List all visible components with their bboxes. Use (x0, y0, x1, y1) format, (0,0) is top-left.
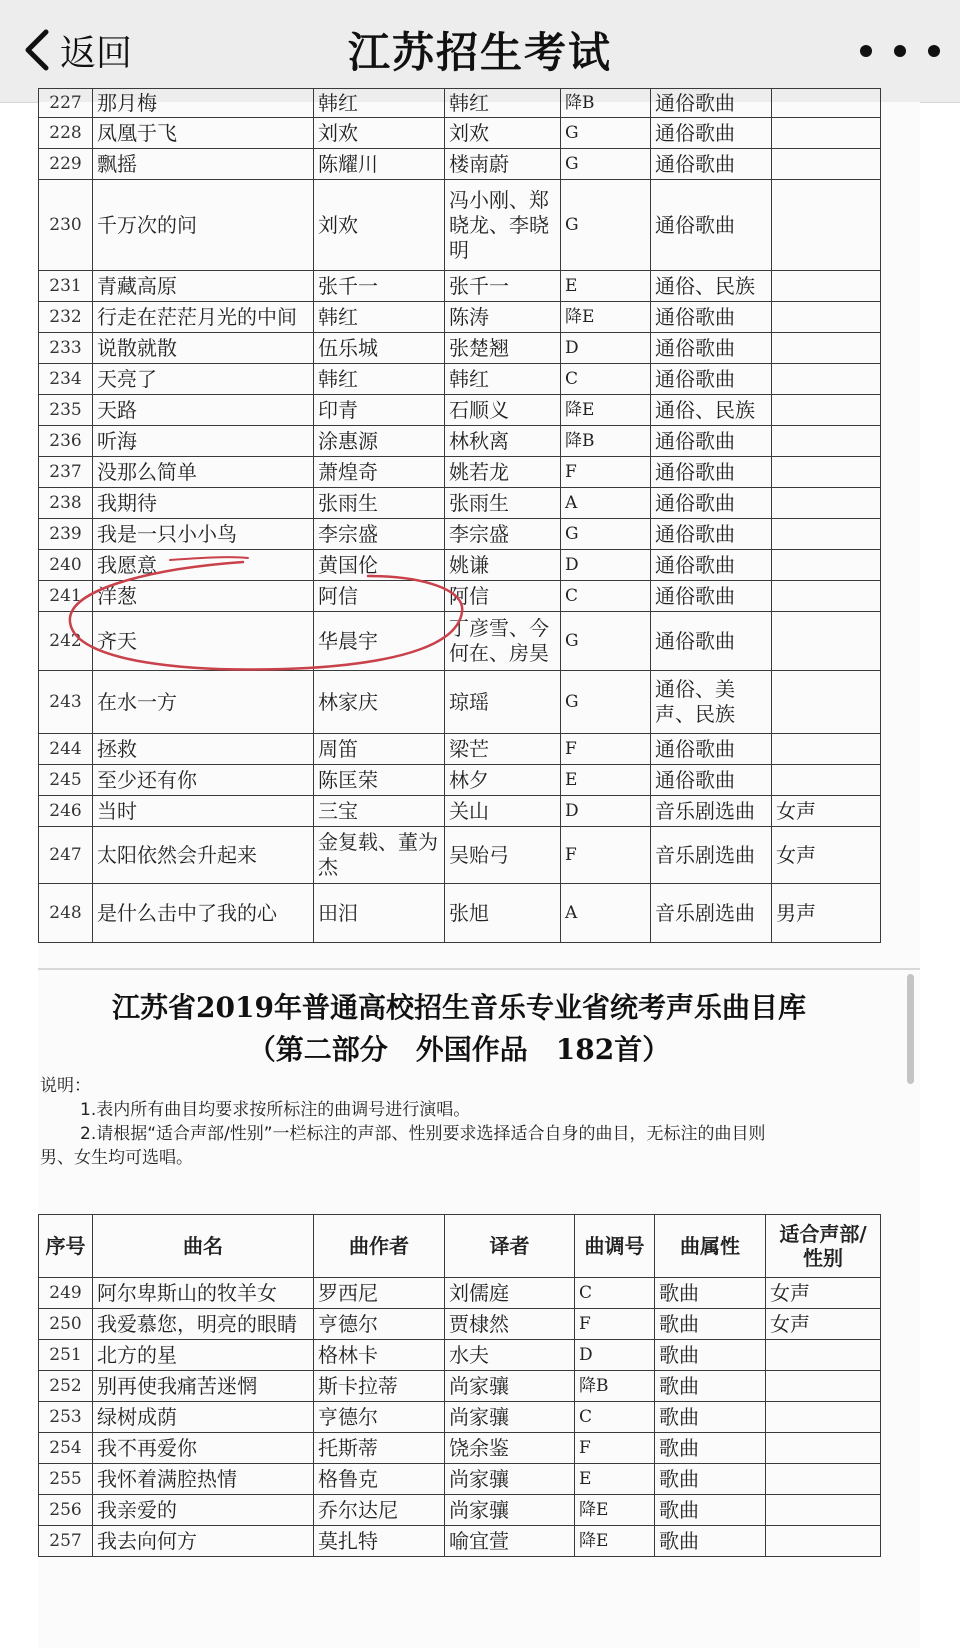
cell-lyricist: 李宗盛 (445, 519, 561, 550)
table-row (39, 1464, 881, 1495)
cell-composer: 斯卡拉蒂 (314, 1371, 445, 1402)
cell-key: 降E (561, 395, 651, 426)
cell-attr: 歌曲 (655, 1495, 766, 1526)
cell-voice: 女声 (766, 1309, 881, 1340)
table-row (39, 1495, 881, 1526)
cell-translator: 饶余鉴 (445, 1433, 575, 1464)
cell-no: 249 (39, 1278, 93, 1309)
cell-translator: 刘儒庭 (445, 1278, 575, 1309)
header-voice: 适合声部/性别 (766, 1215, 881, 1278)
cell-song: 我期待 (93, 488, 314, 519)
cell-attr: 通俗、民族 (651, 395, 772, 426)
cell-attr: 歌曲 (655, 1464, 766, 1495)
cell-key: D (561, 333, 651, 364)
instruction-2: 2.请根据“适合声部/性别”一栏标注的声部、性别要求选择适合自身的曲目，无标注的曲目则 (80, 1124, 766, 1144)
cell-no: 234 (39, 364, 93, 395)
cell-song: 拯救 (93, 734, 314, 765)
cell-voice (766, 1464, 881, 1495)
cell-song: 北方的星 (93, 1340, 314, 1371)
cell-lyricist: 张旭 (445, 884, 561, 943)
page-divider (38, 968, 920, 970)
cell-no: 233 (39, 333, 93, 364)
cell-song: 齐天 (93, 612, 314, 671)
cell-no: 242 (39, 612, 93, 671)
cell-voice (772, 550, 881, 581)
table-row (39, 1371, 881, 1402)
cell-composer: 周笛 (314, 734, 445, 765)
cell-translator: 喻宜萱 (445, 1526, 575, 1557)
cell-lyricist: 楼南蔚 (445, 149, 561, 180)
cell-song: 太阳依然会升起来 (93, 827, 314, 884)
cell-composer: 伍乐城 (314, 333, 445, 364)
cell-composer: 林家庆 (314, 671, 445, 734)
table-row (39, 1278, 881, 1309)
instruction-2-continued: 男、女生均可选唱。 (40, 1148, 193, 1168)
cell-lyricist: 关山 (445, 796, 561, 827)
cell-attr: 通俗歌曲 (651, 302, 772, 333)
cell-composer: 亨德尔 (314, 1402, 445, 1433)
cell-composer: 印青 (314, 395, 445, 426)
table-row (39, 1402, 881, 1433)
cell-song: 我是一只小小鸟 (93, 519, 314, 550)
cell-no: 245 (39, 765, 93, 796)
section-title: 江苏省2019年普通高校招生音乐专业省统考声乐曲目库 (112, 991, 806, 1024)
cell-key: A (561, 884, 651, 943)
table-row (39, 765, 881, 796)
cell-lyricist: 张雨生 (445, 488, 561, 519)
cell-key: 降B (561, 89, 651, 118)
cell-voice (766, 1340, 881, 1371)
cell-no: 244 (39, 734, 93, 765)
cell-voice (766, 1371, 881, 1402)
cell-song: 飘摇 (93, 149, 314, 180)
cell-no: 240 (39, 550, 93, 581)
table-row (39, 1340, 881, 1371)
table-header-row (39, 1215, 881, 1278)
cell-voice: 女声 (772, 796, 881, 827)
cell-song: 青藏高原 (93, 271, 314, 302)
cell-no: 246 (39, 796, 93, 827)
table-row (39, 457, 881, 488)
cell-attr: 歌曲 (655, 1402, 766, 1433)
cell-lyricist: 吴贻弓 (445, 827, 561, 884)
table-row (39, 734, 881, 765)
cell-attr: 通俗、美声、民族 (651, 671, 772, 734)
cell-composer: 罗西尼 (314, 1278, 445, 1309)
cell-lyricist: 丁彦雪、今何在、房昊 (445, 612, 561, 671)
cell-key: F (561, 734, 651, 765)
cell-no: 243 (39, 671, 93, 734)
cell-voice (772, 271, 881, 302)
cell-composer: 陈耀川 (314, 149, 445, 180)
cell-lyricist: 梁芒 (445, 734, 561, 765)
table-row (39, 1433, 881, 1464)
cell-voice (772, 612, 881, 671)
cell-voice (772, 581, 881, 612)
cell-no: 237 (39, 457, 93, 488)
table-row (39, 333, 881, 364)
cell-song: 千万次的问 (93, 180, 314, 271)
instruction-1: 1.表内所有曲目均要求按所标注的曲调号进行演唱。 (80, 1100, 471, 1120)
cell-translator: 贾棣然 (445, 1309, 575, 1340)
cell-attr: 通俗歌曲 (651, 734, 772, 765)
cell-attr: 通俗歌曲 (651, 364, 772, 395)
cell-song: 我亲爱的 (93, 1495, 314, 1526)
back-button[interactable] (24, 22, 132, 78)
document-viewer[interactable] (38, 90, 920, 1648)
cell-voice (772, 89, 881, 118)
cell-translator: 尚家骧 (445, 1495, 575, 1526)
chevron-left-icon (24, 28, 50, 72)
cell-translator: 尚家骧 (445, 1371, 575, 1402)
cell-key: F (561, 827, 651, 884)
cell-song: 没那么简单 (93, 457, 314, 488)
cell-attr: 通俗、民族 (651, 271, 772, 302)
cell-composer: 乔尔达尼 (314, 1495, 445, 1526)
cell-key: C (561, 581, 651, 612)
cell-key: C (575, 1278, 655, 1309)
cell-no: 257 (39, 1526, 93, 1557)
scrollbar-thumb[interactable] (907, 974, 914, 1084)
page-title: 江苏招生考试 (347, 28, 612, 77)
instructions-label: 说明： (40, 1076, 91, 1096)
cell-no: 253 (39, 1402, 93, 1433)
cell-voice: 女声 (772, 827, 881, 884)
cell-song: 在水一方 (93, 671, 314, 734)
cell-composer: 托斯蒂 (314, 1433, 445, 1464)
table-row (39, 671, 881, 734)
table-row (39, 395, 881, 426)
cell-attr: 通俗歌曲 (651, 426, 772, 457)
cell-voice (772, 395, 881, 426)
cell-no: 254 (39, 1433, 93, 1464)
cell-composer: 涂惠源 (314, 426, 445, 457)
cell-attr: 歌曲 (655, 1340, 766, 1371)
cell-lyricist: 陈涛 (445, 302, 561, 333)
cell-composer: 格林卡 (314, 1340, 445, 1371)
cell-composer: 格鲁克 (314, 1464, 445, 1495)
table-row (39, 149, 881, 180)
cell-voice (772, 457, 881, 488)
table-row (39, 519, 881, 550)
cell-attr: 通俗歌曲 (651, 118, 772, 149)
header-composer: 曲作者 (314, 1215, 445, 1278)
cell-voice (772, 333, 881, 364)
cell-key: G (561, 671, 651, 734)
cell-key: D (575, 1340, 655, 1371)
cell-key: C (575, 1402, 655, 1433)
dot-icon (860, 45, 872, 57)
cell-translator: 尚家骧 (445, 1402, 575, 1433)
cell-key: E (561, 271, 651, 302)
cell-voice (772, 364, 881, 395)
table-row (39, 271, 881, 302)
cell-voice (772, 734, 881, 765)
table-row (39, 488, 881, 519)
cell-lyricist: 韩红 (445, 89, 561, 118)
cell-voice (772, 302, 881, 333)
cell-key: 降B (575, 1371, 655, 1402)
cell-no: 232 (39, 302, 93, 333)
more-options-button[interactable] (860, 34, 940, 68)
cell-song: 凤凰于飞 (93, 118, 314, 149)
cell-voice (772, 765, 881, 796)
cell-song: 我愿意 (93, 550, 314, 581)
table-row (39, 89, 881, 118)
cell-song: 洋葱 (93, 581, 314, 612)
table-row (39, 827, 881, 884)
dot-icon (928, 45, 940, 57)
song-table-part2 (38, 1214, 881, 1557)
cell-key: E (575, 1464, 655, 1495)
table-row (39, 180, 881, 271)
cell-key: 降E (561, 302, 651, 333)
cell-key: F (575, 1309, 655, 1340)
cell-no: 250 (39, 1309, 93, 1340)
cell-attr: 歌曲 (655, 1278, 766, 1309)
cell-composer: 韩红 (314, 364, 445, 395)
cell-no: 229 (39, 149, 93, 180)
cell-attr: 通俗歌曲 (651, 765, 772, 796)
cell-voice (772, 118, 881, 149)
cell-composer: 萧煌奇 (314, 457, 445, 488)
cell-voice (772, 180, 881, 271)
cell-composer: 李宗盛 (314, 519, 445, 550)
cell-lyricist: 林夕 (445, 765, 561, 796)
cell-song: 听海 (93, 426, 314, 457)
dot-icon (894, 45, 906, 57)
cell-key: G (561, 149, 651, 180)
cell-song: 别再使我痛苦迷惘 (93, 1371, 314, 1402)
cell-lyricist: 张千一 (445, 271, 561, 302)
cell-composer: 田汨 (314, 884, 445, 943)
cell-voice (766, 1526, 881, 1557)
cell-key: D (561, 550, 651, 581)
cell-no: 241 (39, 581, 93, 612)
cell-attr: 歌曲 (655, 1526, 766, 1557)
cell-attr: 通俗歌曲 (651, 149, 772, 180)
cell-composer: 三宝 (314, 796, 445, 827)
cell-composer: 黄国伦 (314, 550, 445, 581)
cell-song: 天路 (93, 395, 314, 426)
cell-voice (772, 426, 881, 457)
cell-composer: 莫扎特 (314, 1526, 445, 1557)
table-row (39, 1526, 881, 1557)
cell-lyricist: 张楚翘 (445, 333, 561, 364)
cell-song: 阿尔卑斯山的牧羊女 (93, 1278, 314, 1309)
cell-no: 235 (39, 395, 93, 426)
cell-no: 228 (39, 118, 93, 149)
cell-song: 我去向何方 (93, 1526, 314, 1557)
cell-attr: 歌曲 (655, 1371, 766, 1402)
cell-voice (766, 1402, 881, 1433)
cell-no: 255 (39, 1464, 93, 1495)
cell-song: 至少还有你 (93, 765, 314, 796)
cell-lyricist: 韩红 (445, 364, 561, 395)
cell-composer: 阿信 (314, 581, 445, 612)
header-key: 曲调号 (575, 1215, 655, 1278)
cell-attr: 音乐剧选曲 (651, 796, 772, 827)
cell-key: G (561, 118, 651, 149)
cell-song: 当时 (93, 796, 314, 827)
cell-no: 256 (39, 1495, 93, 1526)
cell-attr: 音乐剧选曲 (651, 827, 772, 884)
cell-key: 降E (575, 1495, 655, 1526)
table-row (39, 550, 881, 581)
cell-no: 251 (39, 1340, 93, 1371)
cell-lyricist: 石顺义 (445, 395, 561, 426)
cell-no: 247 (39, 827, 93, 884)
cell-attr: 通俗歌曲 (651, 333, 772, 364)
cell-composer: 亨德尔 (314, 1309, 445, 1340)
table-row (39, 426, 881, 457)
cell-voice (772, 149, 881, 180)
cell-lyricist: 刘欢 (445, 118, 561, 149)
cell-lyricist: 姚谦 (445, 550, 561, 581)
cell-attr: 歌曲 (655, 1309, 766, 1340)
cell-voice: 女声 (766, 1278, 881, 1309)
cell-no: 238 (39, 488, 93, 519)
cell-lyricist: 琼瑶 (445, 671, 561, 734)
cell-attr: 通俗歌曲 (651, 519, 772, 550)
cell-attr: 歌曲 (655, 1433, 766, 1464)
table-row (39, 884, 881, 943)
cell-song: 是什么击中了我的心 (93, 884, 314, 943)
cell-key: A (561, 488, 651, 519)
cell-lyricist: 冯小刚、郑晓龙、李晓明 (445, 180, 561, 271)
table-row (39, 796, 881, 827)
cell-composer: 韩红 (314, 89, 445, 118)
instructions (40, 1074, 880, 1170)
cell-attr: 通俗歌曲 (651, 457, 772, 488)
header-translator: 译者 (445, 1215, 575, 1278)
cell-composer: 张雨生 (314, 488, 445, 519)
cell-song: 我怀着满腔热情 (93, 1464, 314, 1495)
cell-song: 天亮了 (93, 364, 314, 395)
cell-key: 降B (561, 426, 651, 457)
cell-song: 那月梅 (93, 89, 314, 118)
cell-no: 252 (39, 1371, 93, 1402)
cell-song: 我不再爱你 (93, 1433, 314, 1464)
cell-composer: 刘欢 (314, 180, 445, 271)
header-attr: 曲属性 (655, 1215, 766, 1278)
cell-translator: 尚家骧 (445, 1464, 575, 1495)
cell-composer: 陈匡荣 (314, 765, 445, 796)
table-row (39, 118, 881, 149)
cell-key: E (561, 765, 651, 796)
section-subtitle: （第二部分 外国作品 182首） (247, 1033, 671, 1066)
cell-attr: 通俗歌曲 (651, 550, 772, 581)
cell-key: G (561, 612, 651, 671)
table-row (39, 1309, 881, 1340)
cell-no: 231 (39, 271, 93, 302)
back-label[interactable]: 返回 (60, 32, 133, 74)
cell-composer: 刘欢 (314, 118, 445, 149)
cell-voice (772, 519, 881, 550)
cell-song: 我爱慕您，明亮的眼睛 (93, 1309, 314, 1340)
cell-no: 227 (39, 89, 93, 118)
cell-key: F (575, 1433, 655, 1464)
cell-attr: 通俗歌曲 (651, 581, 772, 612)
cell-song: 行走在茫茫月光的中间 (93, 302, 314, 333)
cell-voice (772, 671, 881, 734)
cell-composer: 张千一 (314, 271, 445, 302)
cell-song: 绿树成荫 (93, 1402, 314, 1433)
cell-key: G (561, 180, 651, 271)
table-row (39, 612, 881, 671)
cell-song: 说散就散 (93, 333, 314, 364)
cell-lyricist: 阿信 (445, 581, 561, 612)
table-row (39, 302, 881, 333)
cell-attr: 音乐剧选曲 (651, 884, 772, 943)
cell-no: 236 (39, 426, 93, 457)
cell-voice (766, 1495, 881, 1526)
header-no: 序号 (39, 1215, 93, 1278)
cell-attr: 通俗歌曲 (651, 612, 772, 671)
cell-composer: 华晨宇 (314, 612, 445, 671)
table-row (39, 364, 881, 395)
cell-voice: 男声 (772, 884, 881, 943)
cell-no: 239 (39, 519, 93, 550)
cell-attr: 通俗歌曲 (651, 180, 772, 271)
cell-composer: 金复载、董为杰 (314, 827, 445, 884)
cell-lyricist: 林秋离 (445, 426, 561, 457)
table-row (39, 581, 881, 612)
cell-composer: 韩红 (314, 302, 445, 333)
cell-key: D (561, 796, 651, 827)
cell-voice (772, 488, 881, 519)
cell-key: F (561, 457, 651, 488)
cell-lyricist: 姚若龙 (445, 457, 561, 488)
song-table-part1 (38, 88, 881, 943)
cell-no: 230 (39, 180, 93, 271)
cell-voice (766, 1433, 881, 1464)
cell-key: G (561, 519, 651, 550)
cell-key: C (561, 364, 651, 395)
cell-no: 248 (39, 884, 93, 943)
header-song: 曲名 (93, 1215, 314, 1278)
cell-key: 降E (575, 1526, 655, 1557)
cell-attr: 通俗歌曲 (651, 89, 772, 118)
cell-attr: 通俗歌曲 (651, 488, 772, 519)
cell-translator: 水夫 (445, 1340, 575, 1371)
